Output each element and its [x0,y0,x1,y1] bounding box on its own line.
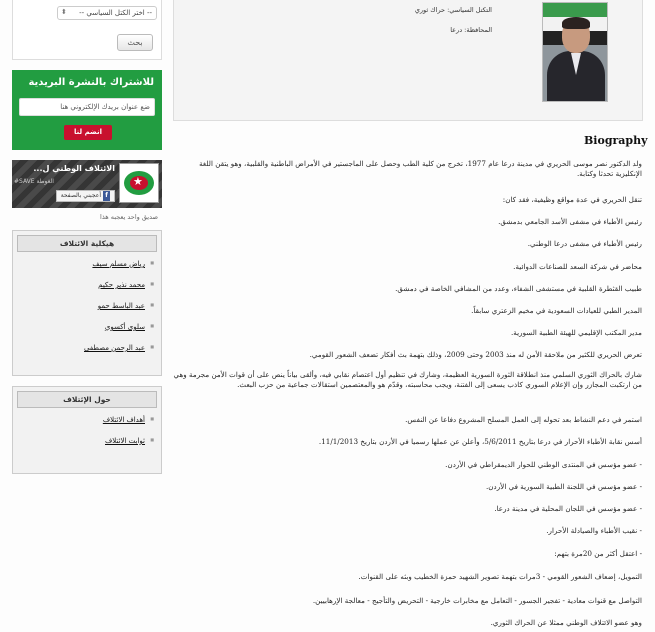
bio-paragraph: تعرض الحريري للكثير من ملاحقة الأمن له منذ 2003 وحتى 2009، وذلك بتهمة بث أفكار تضعف الشعور القومي. [309,350,642,359]
bio-paragraph: أسس نقابة الأطباء الأحرار في درعا بتاريخ 5/6/2011، وأعلن عن عملها رسميا في الأردن بتاريخ 11/1/2013. [318,437,642,446]
email-input[interactable]: ضع عنوان بريدك الإلكتروني هنا [19,98,155,116]
facebook-widget[interactable] [12,160,162,208]
bio-paragraph: ولد الدكتور نصر موسى الحريري في مدينة درعا عام 1977، تخرج من كلية الطب وحصل على الماجستير في الأمراض الباطنية والقلبية، وهو يتقن اللغة الإنكليزية تحدثا وكتابة. [199,159,642,178]
banner-text: #SAVE الغوطة [14,178,54,185]
bio-paragraph: وهو عضو الائتلاف الوطني ممثلا عن الحراك الثوري. [490,618,642,627]
about-link[interactable]: ■ أهداف الائتلاف [17,416,153,424]
facebook-icon: f [103,191,110,201]
structure-link[interactable]: ■ عبد الباسط حمو [17,302,153,310]
coalition-logo [119,163,159,203]
facebook-page-name[interactable]: الائتلاف الوطني ل... [33,164,115,173]
structure-link[interactable]: ■ رياض مسلم سيف [17,260,153,268]
structure-link[interactable]: ■ عبد الرحمن مصطفى [17,344,153,352]
structure-link[interactable]: ■ محمد نذير حكيم [17,281,153,289]
star-icon: ★ [133,175,143,188]
bio-paragraph: - عضو مؤسس في اللجان المحلية في مدينة درعا. [494,504,642,513]
bio-paragraph: التمويل، إضعاف الشعور القومي - 3مرات بتهمة تصوير الشهيد حمزة الخطيب وبثه على القنوات. [358,572,642,581]
select-value: -- اختر الكتل السياسي -- [79,9,152,17]
bio-paragraph: - اعتقل أكثر من 20مرة بتهم: [554,549,642,558]
bio-paragraph: التواصل مع قنوات معادية - تفجير الجسور - التعامل مع مخابرات خارجية - التحريض والتأجيج - معالجة الإرهابيين. [312,596,642,605]
profile-photo [542,2,608,102]
bio-paragraph: طبيب القثطرة القلبية في مستشفى الشفاء، وعدد من المشافي الخاصة في دمشق. [395,284,642,293]
bio-paragraph: رئيس الأطباء في مشفى درعا الوطني. [527,239,642,248]
newsletter-title: للاشتراك بالنشرة البريدية [28,77,154,88]
bio-paragraph: - نقيب الأطباء والصيادلة الأحرار. [546,526,642,535]
profile-province: المحافظة: درعا [450,26,492,34]
like-label: أعجبني بالصفحة [60,192,101,199]
political-bloc-select[interactable] [57,6,157,20]
chevron-down-icon: ⬍ [61,8,67,16]
structure-panel [12,230,162,376]
about-link[interactable]: ■ ثوابت الائتلاف [17,437,153,445]
search-button[interactable]: بحث [117,34,153,51]
sidebar [12,0,162,474]
bio-paragraph: تنقل الحريري في عدة مواقع وظيفية، فقد كان: [502,195,642,204]
about-panel [12,386,162,474]
search-box [12,0,162,60]
bio-paragraph: - عضو مؤسس في اللجنة الطبية السورية في الأردن. [485,482,642,491]
biography-heading: Biography [584,134,648,147]
facebook-like-button[interactable] [56,190,115,202]
bio-paragraph: رئيس الأطباء في مشفى الأسد الجامعي بدمشق. [498,217,642,226]
bio-paragraph: المدير الطبي للعيادات السعودية في مخيم الزعتري سابقاً. [471,306,642,315]
bio-paragraph: شارك بالحراك الثوري السلمي منذ انطلاقة الثورة السورية العظيمة، وشارك في تنظيم أول اعتصام نقابي فيه، وألقى بياناً ينص على أن قوات الأمن مجرمة وهي من ارتكبت المجازر وإن الإعلام السوري كاذب يسعى إلى الفتنة، ويجب محاسبته، وقدّم هو والمعتصمين استقالات جماعية من حزب البعث. [173,370,642,389]
newsletter-box [12,70,162,150]
join-button[interactable]: انضم لنا [64,125,112,140]
friends-like-text: صديق واحد يعجبه هذا [100,213,158,221]
bio-paragraph: - عضو مؤسس في المنتدى الوطني للحوار الديمقراطي في الأردن. [445,460,642,469]
bio-paragraph: استمر في دعم النشاط بعد تحوله إلى العمل المسلح المشروع دفاعا عن النفس. [405,415,642,424]
structure-link[interactable]: ■ سلوى أكسوي [17,323,153,331]
about-panel-title: حول الإئتلاف [17,391,157,408]
bio-paragraph: محاضر في شركة السعد للصناعات الدوائية. [513,262,642,271]
profile-affiliation: التكتل السياسي: حراك ثوري [414,6,492,14]
bio-paragraph: مدير المكتب الإقليمي للهيئة الطبية السورية. [510,328,642,337]
structure-panel-title: هيكلية الائتلاف [17,235,157,252]
